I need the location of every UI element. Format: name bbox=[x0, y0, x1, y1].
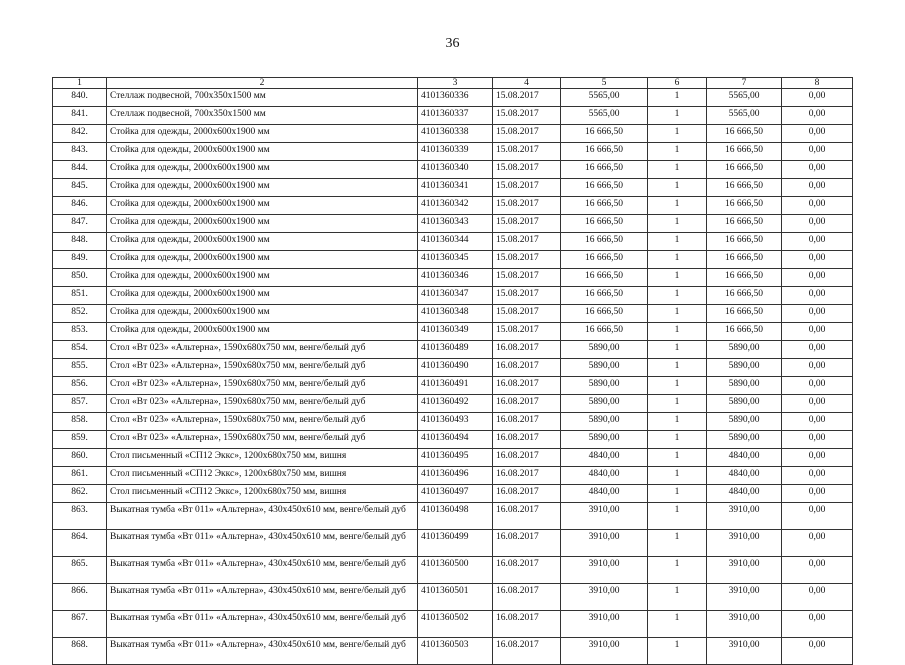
unit-price-cell: 5890,00 bbox=[561, 341, 648, 359]
table-row bbox=[53, 611, 853, 638]
row-number-cell: 852. bbox=[53, 305, 107, 323]
row-number-cell: 847. bbox=[53, 215, 107, 233]
row-number-cell: 857. bbox=[53, 395, 107, 413]
quantity-cell: 1 bbox=[648, 287, 707, 305]
quantity-cell: 1 bbox=[648, 305, 707, 323]
inventory-code-cell: 4101360342 bbox=[418, 197, 493, 215]
page-number: 36 bbox=[445, 36, 460, 51]
unit-price-cell: 5890,00 bbox=[561, 431, 648, 449]
inventory-code-cell: 4101360495 bbox=[418, 449, 493, 467]
quantity-cell: 1 bbox=[648, 161, 707, 179]
residual-value-cell: 0,00 bbox=[782, 161, 853, 179]
table-row bbox=[53, 197, 853, 215]
inventory-code-cell: 4101360490 bbox=[418, 359, 493, 377]
residual-value-cell: 0,00 bbox=[782, 395, 853, 413]
inventory-code-cell: 4101360345 bbox=[418, 251, 493, 269]
item-name-cell: Стойка для одежды, 2000х600х1900 мм bbox=[107, 215, 418, 233]
residual-value-cell: 0,00 bbox=[782, 557, 853, 584]
table-row bbox=[53, 107, 853, 125]
col-header-1: 1 bbox=[53, 78, 107, 89]
item-name-cell: Выкатная тумба «Вт 011» «Альтерна», 430х450х610 мм, венге/белый дуб bbox=[107, 638, 418, 665]
inventory-code-cell: 4101360346 bbox=[418, 269, 493, 287]
quantity-cell: 1 bbox=[648, 269, 707, 287]
inventory-code-cell: 4101360497 bbox=[418, 485, 493, 503]
unit-price-cell: 16 666,50 bbox=[561, 143, 648, 161]
unit-price-cell: 16 666,50 bbox=[561, 197, 648, 215]
total-amount-cell: 16 666,50 bbox=[707, 287, 782, 305]
acquisition-date-cell: 16.08.2017 bbox=[493, 341, 561, 359]
row-number-cell: 865. bbox=[53, 557, 107, 584]
residual-value-cell: 0,00 bbox=[782, 503, 853, 530]
item-name-cell: Стол письменный «СП12 Эккс», 1200х680х750 мм, вишня bbox=[107, 449, 418, 467]
inventory-code-cell: 4101360348 bbox=[418, 305, 493, 323]
total-amount-cell: 3910,00 bbox=[707, 503, 782, 530]
col-header-2: 2 bbox=[107, 78, 418, 89]
unit-price-cell: 16 666,50 bbox=[561, 161, 648, 179]
table-row bbox=[53, 305, 853, 323]
residual-value-cell: 0,00 bbox=[782, 323, 853, 341]
quantity-cell: 1 bbox=[648, 530, 707, 557]
inventory-code-cell: 4101360498 bbox=[418, 503, 493, 530]
inventory-code-cell: 4101360493 bbox=[418, 413, 493, 431]
unit-price-cell: 16 666,50 bbox=[561, 287, 648, 305]
inventory-code-cell: 4101360343 bbox=[418, 215, 493, 233]
row-number-cell: 866. bbox=[53, 584, 107, 611]
residual-value-cell: 0,00 bbox=[782, 287, 853, 305]
residual-value-cell: 0,00 bbox=[782, 233, 853, 251]
row-number-cell: 843. bbox=[53, 143, 107, 161]
total-amount-cell: 5890,00 bbox=[707, 431, 782, 449]
row-number-cell: 845. bbox=[53, 179, 107, 197]
inventory-code-cell: 4101360341 bbox=[418, 179, 493, 197]
item-name-cell: Стойка для одежды, 2000х600х1900 мм bbox=[107, 323, 418, 341]
unit-price-cell: 4840,00 bbox=[561, 485, 648, 503]
item-name-cell: Стол «Вт 023» «Альтерна», 1590х680х750 мм, венге/белый дуб bbox=[107, 431, 418, 449]
total-amount-cell: 16 666,50 bbox=[707, 179, 782, 197]
table-row bbox=[53, 530, 853, 557]
total-amount-cell: 5890,00 bbox=[707, 413, 782, 431]
item-name-cell: Стол письменный «СП12 Эккс», 1200х680х750 мм, вишня bbox=[107, 485, 418, 503]
row-number-cell: 849. bbox=[53, 251, 107, 269]
quantity-cell: 1 bbox=[648, 485, 707, 503]
residual-value-cell: 0,00 bbox=[782, 305, 853, 323]
residual-value-cell: 0,00 bbox=[782, 449, 853, 467]
quantity-cell: 1 bbox=[648, 638, 707, 665]
inventory-code-cell: 4101360502 bbox=[418, 611, 493, 638]
unit-price-cell: 5890,00 bbox=[561, 395, 648, 413]
table-row bbox=[53, 341, 853, 359]
quantity-cell: 1 bbox=[648, 179, 707, 197]
acquisition-date-cell: 15.08.2017 bbox=[493, 161, 561, 179]
residual-value-cell: 0,00 bbox=[782, 89, 853, 107]
row-number-cell: 850. bbox=[53, 269, 107, 287]
item-name-cell: Выкатная тумба «Вт 011» «Альтерна», 430х450х610 мм, венге/белый дуб bbox=[107, 611, 418, 638]
quantity-cell: 1 bbox=[648, 584, 707, 611]
acquisition-date-cell: 16.08.2017 bbox=[493, 467, 561, 485]
row-number-cell: 860. bbox=[53, 449, 107, 467]
quantity-cell: 1 bbox=[648, 377, 707, 395]
item-name-cell: Стойка для одежды, 2000х600х1900 мм bbox=[107, 287, 418, 305]
table-row bbox=[53, 503, 853, 530]
unit-price-cell: 16 666,50 bbox=[561, 179, 648, 197]
quantity-cell: 1 bbox=[648, 251, 707, 269]
residual-value-cell: 0,00 bbox=[782, 251, 853, 269]
residual-value-cell: 0,00 bbox=[782, 143, 853, 161]
row-number-cell: 851. bbox=[53, 287, 107, 305]
acquisition-date-cell: 16.08.2017 bbox=[493, 395, 561, 413]
table-row bbox=[53, 161, 853, 179]
row-number-cell: 854. bbox=[53, 341, 107, 359]
quantity-cell: 1 bbox=[648, 215, 707, 233]
residual-value-cell: 0,00 bbox=[782, 107, 853, 125]
total-amount-cell: 16 666,50 bbox=[707, 197, 782, 215]
unit-price-cell: 3910,00 bbox=[561, 557, 648, 584]
table-row bbox=[53, 485, 853, 503]
inventory-code-cell: 4101360338 bbox=[418, 125, 493, 143]
total-amount-cell: 4840,00 bbox=[707, 485, 782, 503]
acquisition-date-cell: 16.08.2017 bbox=[493, 413, 561, 431]
item-name-cell: Стеллаж подвесной, 700х350х1500 мм bbox=[107, 107, 418, 125]
quantity-cell: 1 bbox=[648, 107, 707, 125]
item-name-cell: Стойка для одежды, 2000х600х1900 мм bbox=[107, 161, 418, 179]
inventory-code-cell: 4101360496 bbox=[418, 467, 493, 485]
total-amount-cell: 16 666,50 bbox=[707, 251, 782, 269]
unit-price-cell: 3910,00 bbox=[561, 503, 648, 530]
unit-price-cell: 16 666,50 bbox=[561, 125, 648, 143]
table-row bbox=[53, 377, 853, 395]
acquisition-date-cell: 15.08.2017 bbox=[493, 233, 561, 251]
acquisition-date-cell: 15.08.2017 bbox=[493, 143, 561, 161]
residual-value-cell: 0,00 bbox=[782, 485, 853, 503]
residual-value-cell: 0,00 bbox=[782, 377, 853, 395]
row-number-cell: 861. bbox=[53, 467, 107, 485]
row-number-cell: 842. bbox=[53, 125, 107, 143]
total-amount-cell: 5890,00 bbox=[707, 341, 782, 359]
total-amount-cell: 5890,00 bbox=[707, 395, 782, 413]
table-row bbox=[53, 143, 853, 161]
total-amount-cell: 3910,00 bbox=[707, 530, 782, 557]
table-row bbox=[53, 179, 853, 197]
acquisition-date-cell: 15.08.2017 bbox=[493, 251, 561, 269]
table-row bbox=[53, 359, 853, 377]
quantity-cell: 1 bbox=[648, 89, 707, 107]
quantity-cell: 1 bbox=[648, 395, 707, 413]
acquisition-date-cell: 16.08.2017 bbox=[493, 638, 561, 665]
col-header-4: 4 bbox=[493, 78, 561, 89]
table-row bbox=[53, 215, 853, 233]
item-name-cell: Стойка для одежды, 2000х600х1900 мм bbox=[107, 233, 418, 251]
inventory-table bbox=[52, 77, 853, 665]
table-row bbox=[53, 251, 853, 269]
total-amount-cell: 5890,00 bbox=[707, 377, 782, 395]
total-amount-cell: 4840,00 bbox=[707, 449, 782, 467]
table-row bbox=[53, 125, 853, 143]
total-amount-cell: 16 666,50 bbox=[707, 161, 782, 179]
quantity-cell: 1 bbox=[648, 557, 707, 584]
acquisition-date-cell: 15.08.2017 bbox=[493, 305, 561, 323]
acquisition-date-cell: 16.08.2017 bbox=[493, 611, 561, 638]
total-amount-cell: 16 666,50 bbox=[707, 125, 782, 143]
table-row bbox=[53, 323, 853, 341]
residual-value-cell: 0,00 bbox=[782, 413, 853, 431]
unit-price-cell: 5890,00 bbox=[561, 413, 648, 431]
quantity-cell: 1 bbox=[648, 143, 707, 161]
residual-value-cell: 0,00 bbox=[782, 125, 853, 143]
residual-value-cell: 0,00 bbox=[782, 431, 853, 449]
unit-price-cell: 4840,00 bbox=[561, 449, 648, 467]
row-number-cell: 853. bbox=[53, 323, 107, 341]
acquisition-date-cell: 16.08.2017 bbox=[493, 503, 561, 530]
row-number-cell: 848. bbox=[53, 233, 107, 251]
table-row bbox=[53, 431, 853, 449]
table-row bbox=[53, 287, 853, 305]
inventory-code-cell: 4101360336 bbox=[418, 89, 493, 107]
unit-price-cell: 16 666,50 bbox=[561, 269, 648, 287]
residual-value-cell: 0,00 bbox=[782, 197, 853, 215]
inventory-code-cell: 4101360492 bbox=[418, 395, 493, 413]
acquisition-date-cell: 15.08.2017 bbox=[493, 197, 561, 215]
acquisition-date-cell: 16.08.2017 bbox=[493, 584, 561, 611]
item-name-cell: Стойка для одежды, 2000х600х1900 мм bbox=[107, 143, 418, 161]
table-row bbox=[53, 395, 853, 413]
residual-value-cell: 0,00 bbox=[782, 530, 853, 557]
row-number-cell: 840. bbox=[53, 89, 107, 107]
total-amount-cell: 3910,00 bbox=[707, 584, 782, 611]
row-number-cell: 858. bbox=[53, 413, 107, 431]
total-amount-cell: 5890,00 bbox=[707, 359, 782, 377]
quantity-cell: 1 bbox=[648, 431, 707, 449]
acquisition-date-cell: 16.08.2017 bbox=[493, 359, 561, 377]
inventory-code-cell: 4101360337 bbox=[418, 107, 493, 125]
unit-price-cell: 5890,00 bbox=[561, 377, 648, 395]
residual-value-cell: 0,00 bbox=[782, 359, 853, 377]
row-number-cell: 868. bbox=[53, 638, 107, 665]
acquisition-date-cell: 15.08.2017 bbox=[493, 89, 561, 107]
residual-value-cell: 0,00 bbox=[782, 611, 853, 638]
row-number-cell: 844. bbox=[53, 161, 107, 179]
item-name-cell: Стол «Вт 023» «Альтерна», 1590х680х750 мм, венге/белый дуб bbox=[107, 359, 418, 377]
item-name-cell: Выкатная тумба «Вт 011» «Альтерна», 430х450х610 мм, венге/белый дуб bbox=[107, 503, 418, 530]
total-amount-cell: 16 666,50 bbox=[707, 215, 782, 233]
item-name-cell: Стеллаж подвесной, 700х350х1500 мм bbox=[107, 89, 418, 107]
quantity-cell: 1 bbox=[648, 233, 707, 251]
table-row bbox=[53, 557, 853, 584]
unit-price-cell: 5890,00 bbox=[561, 359, 648, 377]
acquisition-date-cell: 15.08.2017 bbox=[493, 269, 561, 287]
inventory-code-cell: 4101360491 bbox=[418, 377, 493, 395]
table-body bbox=[53, 89, 853, 665]
quantity-cell: 1 bbox=[648, 125, 707, 143]
inventory-code-cell: 4101360501 bbox=[418, 584, 493, 611]
item-name-cell: Стойка для одежды, 2000х600х1900 мм bbox=[107, 305, 418, 323]
inventory-code-cell: 4101360489 bbox=[418, 341, 493, 359]
item-name-cell: Стойка для одежды, 2000х600х1900 мм bbox=[107, 179, 418, 197]
quantity-cell: 1 bbox=[648, 449, 707, 467]
quantity-cell: 1 bbox=[648, 503, 707, 530]
row-number-cell: 862. bbox=[53, 485, 107, 503]
quantity-cell: 1 bbox=[648, 413, 707, 431]
residual-value-cell: 0,00 bbox=[782, 638, 853, 665]
total-amount-cell: 5565,00 bbox=[707, 89, 782, 107]
table-row bbox=[53, 89, 853, 107]
item-name-cell: Стойка для одежды, 2000х600х1900 мм bbox=[107, 251, 418, 269]
acquisition-date-cell: 16.08.2017 bbox=[493, 431, 561, 449]
quantity-cell: 1 bbox=[648, 611, 707, 638]
item-name-cell: Стойка для одежды, 2000х600х1900 мм bbox=[107, 269, 418, 287]
quantity-cell: 1 bbox=[648, 197, 707, 215]
total-amount-cell: 16 666,50 bbox=[707, 323, 782, 341]
total-amount-cell: 16 666,50 bbox=[707, 233, 782, 251]
row-number-cell: 846. bbox=[53, 197, 107, 215]
total-amount-cell: 3910,00 bbox=[707, 611, 782, 638]
residual-value-cell: 0,00 bbox=[782, 269, 853, 287]
inventory-code-cell: 4101360503 bbox=[418, 638, 493, 665]
item-name-cell: Выкатная тумба «Вт 011» «Альтерна», 430х450х610 мм, венге/белый дуб bbox=[107, 530, 418, 557]
table-row bbox=[53, 413, 853, 431]
total-amount-cell: 4840,00 bbox=[707, 467, 782, 485]
row-number-cell: 867. bbox=[53, 611, 107, 638]
item-name-cell: Выкатная тумба «Вт 011» «Альтерна», 430х450х610 мм, венге/белый дуб bbox=[107, 557, 418, 584]
table-row bbox=[53, 467, 853, 485]
total-amount-cell: 16 666,50 bbox=[707, 143, 782, 161]
unit-price-cell: 4840,00 bbox=[561, 467, 648, 485]
unit-price-cell: 16 666,50 bbox=[561, 305, 648, 323]
acquisition-date-cell: 16.08.2017 bbox=[493, 377, 561, 395]
unit-price-cell: 16 666,50 bbox=[561, 233, 648, 251]
acquisition-date-cell: 15.08.2017 bbox=[493, 215, 561, 233]
item-name-cell: Стойка для одежды, 2000х600х1900 мм bbox=[107, 125, 418, 143]
quantity-cell: 1 bbox=[648, 341, 707, 359]
total-amount-cell: 16 666,50 bbox=[707, 269, 782, 287]
inventory-code-cell: 4101360494 bbox=[418, 431, 493, 449]
total-amount-cell: 16 666,50 bbox=[707, 305, 782, 323]
residual-value-cell: 0,00 bbox=[782, 584, 853, 611]
residual-value-cell: 0,00 bbox=[782, 341, 853, 359]
table-row bbox=[53, 449, 853, 467]
residual-value-cell: 0,00 bbox=[782, 467, 853, 485]
col-header-5: 5 bbox=[561, 78, 648, 89]
item-name-cell: Стол «Вт 023» «Альтерна», 1590х680х750 мм, венге/белый дуб bbox=[107, 377, 418, 395]
acquisition-date-cell: 16.08.2017 bbox=[493, 530, 561, 557]
quantity-cell: 1 bbox=[648, 323, 707, 341]
item-name-cell: Стол «Вт 023» «Альтерна», 1590х680х750 мм, венге/белый дуб bbox=[107, 341, 418, 359]
col-header-7: 7 bbox=[707, 78, 782, 89]
col-header-8: 8 bbox=[782, 78, 853, 89]
acquisition-date-cell: 16.08.2017 bbox=[493, 485, 561, 503]
col-header-6: 6 bbox=[648, 78, 707, 89]
unit-price-cell: 5565,00 bbox=[561, 89, 648, 107]
table-row bbox=[53, 638, 853, 665]
table-row bbox=[53, 269, 853, 287]
quantity-cell: 1 bbox=[648, 467, 707, 485]
row-number-cell: 864. bbox=[53, 530, 107, 557]
acquisition-date-cell: 16.08.2017 bbox=[493, 557, 561, 584]
col-header-3: 3 bbox=[418, 78, 493, 89]
inventory-code-cell: 4101360340 bbox=[418, 161, 493, 179]
unit-price-cell: 5565,00 bbox=[561, 107, 648, 125]
acquisition-date-cell: 15.08.2017 bbox=[493, 179, 561, 197]
unit-price-cell: 3910,00 bbox=[561, 638, 648, 665]
total-amount-cell: 3910,00 bbox=[707, 638, 782, 665]
item-name-cell: Стол «Вт 023» «Альтерна», 1590х680х750 мм, венге/белый дуб bbox=[107, 413, 418, 431]
unit-price-cell: 16 666,50 bbox=[561, 215, 648, 233]
row-number-cell: 855. bbox=[53, 359, 107, 377]
inventory-code-cell: 4101360499 bbox=[418, 530, 493, 557]
acquisition-date-cell: 15.08.2017 bbox=[493, 323, 561, 341]
item-name-cell: Стол «Вт 023» «Альтерна», 1590х680х750 мм, венге/белый дуб bbox=[107, 395, 418, 413]
item-name-cell: Стол письменный «СП12 Эккс», 1200х680х750 мм, вишня bbox=[107, 467, 418, 485]
row-number-cell: 863. bbox=[53, 503, 107, 530]
inventory-code-cell: 4101360344 bbox=[418, 233, 493, 251]
inventory-code-cell: 4101360347 bbox=[418, 287, 493, 305]
residual-value-cell: 0,00 bbox=[782, 215, 853, 233]
item-name-cell: Стойка для одежды, 2000х600х1900 мм bbox=[107, 197, 418, 215]
unit-price-cell: 16 666,50 bbox=[561, 323, 648, 341]
table-row bbox=[53, 233, 853, 251]
header-row bbox=[53, 78, 853, 89]
unit-price-cell: 3910,00 bbox=[561, 530, 648, 557]
total-amount-cell: 5565,00 bbox=[707, 107, 782, 125]
inventory-code-cell: 4101360500 bbox=[418, 557, 493, 584]
table-row bbox=[53, 584, 853, 611]
acquisition-date-cell: 15.08.2017 bbox=[493, 107, 561, 125]
inventory-code-cell: 4101360349 bbox=[418, 323, 493, 341]
acquisition-date-cell: 16.08.2017 bbox=[493, 449, 561, 467]
total-amount-cell: 3910,00 bbox=[707, 557, 782, 584]
acquisition-date-cell: 15.08.2017 bbox=[493, 125, 561, 143]
row-number-cell: 856. bbox=[53, 377, 107, 395]
acquisition-date-cell: 15.08.2017 bbox=[493, 287, 561, 305]
unit-price-cell: 16 666,50 bbox=[561, 251, 648, 269]
item-name-cell: Выкатная тумба «Вт 011» «Альтерна», 430х450х610 мм, венге/белый дуб bbox=[107, 584, 418, 611]
residual-value-cell: 0,00 bbox=[782, 179, 853, 197]
row-number-cell: 859. bbox=[53, 431, 107, 449]
inventory-code-cell: 4101360339 bbox=[418, 143, 493, 161]
unit-price-cell: 3910,00 bbox=[561, 584, 648, 611]
row-number-cell: 841. bbox=[53, 107, 107, 125]
unit-price-cell: 3910,00 bbox=[561, 611, 648, 638]
quantity-cell: 1 bbox=[648, 359, 707, 377]
